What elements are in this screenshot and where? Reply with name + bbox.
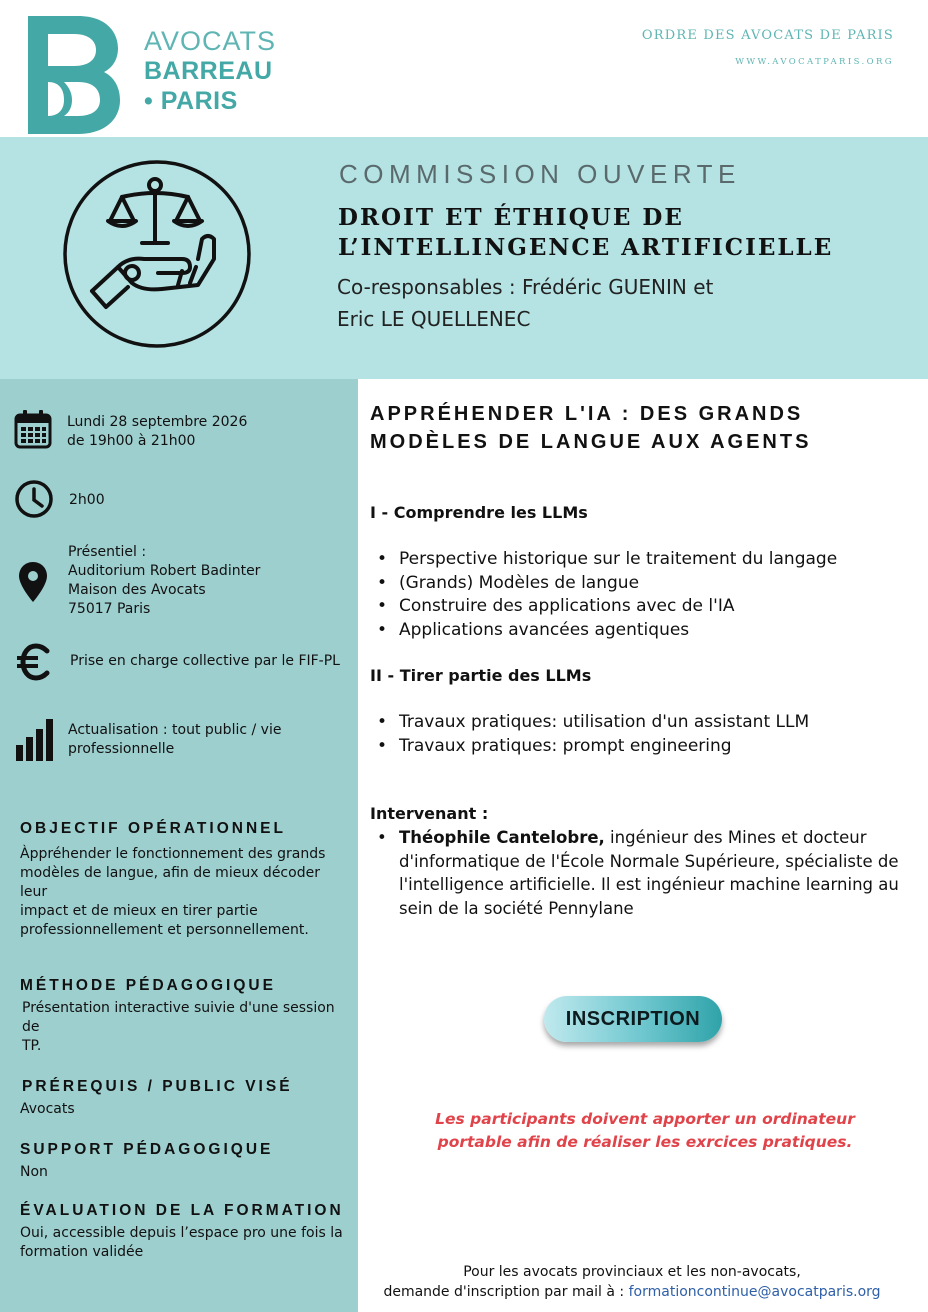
part2-list	[370, 711, 910, 758]
objectif-body	[20, 845, 350, 940]
evaluation-body	[20, 1224, 350, 1262]
logo-line-avocats: AVOCATS	[144, 26, 277, 56]
justice-scale-robot-hand-icon	[62, 159, 252, 349]
warning-line2: portable afin de réaliser les exrcices pratiques.	[437, 1133, 853, 1151]
location-text	[68, 543, 260, 619]
objectif-line2: modèles de langue, afin de mieux décoder leur	[20, 865, 320, 900]
support-body: Non	[20, 1164, 48, 1180]
time-line: de 19h00 à 21h00	[67, 433, 196, 449]
evaluation-line2: formation validée	[20, 1244, 144, 1260]
co-responsables	[337, 271, 817, 335]
prerequis-heading: PRÉREQUIS / PUBLIC VISÉ	[22, 1078, 293, 1095]
list-item: • Construire des applications avec de l'IA	[370, 595, 910, 619]
speaker-heading: Intervenant :	[370, 804, 489, 823]
footer-line2	[362, 1282, 902, 1302]
bar-level-icon	[16, 717, 54, 761]
commission-kicker: COMMISSION OUVERTE	[339, 159, 741, 189]
warning-line1: Les participants doivent apporter un ordinateur	[435, 1110, 855, 1128]
methode-heading: MÉTHODE PÉDAGOGIQUE	[20, 977, 276, 994]
location-line-venue: Auditorium Robert Badinter	[68, 563, 261, 579]
support-heading: SUPPORT PÉDAGOGIQUE	[20, 1141, 274, 1158]
date-line: Lundi 28 septembre 2026	[67, 414, 248, 430]
level-line2: professionnelle	[68, 741, 175, 757]
footer-note	[362, 1262, 902, 1302]
funding-text: Prise en charge collective par le FIF-PL	[70, 653, 340, 669]
org-block	[642, 28, 894, 67]
org-name: ORDRE DES AVOCATS DE PARIS	[641, 28, 894, 43]
list-item: • (Grands) Modèles de langue	[370, 572, 910, 596]
part2-heading: II - Tirer partie des LLMs	[370, 666, 592, 685]
co-responsables-line1: Co-responsables : Frédéric GUENIN et	[337, 275, 714, 299]
part1-heading: I - Comprendre les LLMs	[370, 503, 588, 522]
methode-body	[22, 999, 352, 1056]
logo-wordmark	[144, 26, 276, 116]
list-item: • Travaux pratiques: utilisation d'un assistant LLM	[370, 711, 910, 735]
list-item: • Travaux pratiques: prompt engineering	[370, 735, 910, 759]
org-url-link[interactable]: WWW.AVOCATPARIS.ORG	[735, 57, 894, 67]
clock-icon	[14, 479, 54, 519]
level-text	[68, 721, 281, 759]
page-title-line1: DROIT ET ÉTHIQUE DE	[338, 204, 684, 231]
methode-line2: TP.	[22, 1038, 42, 1054]
calendar-icon	[14, 409, 52, 449]
title-banner	[0, 137, 928, 379]
speaker-list	[370, 826, 905, 920]
evaluation-line1: Oui, accessible depuis l’espace pro une fois la	[20, 1225, 343, 1241]
speaker-item	[370, 826, 905, 920]
footer-line1: Pour les avocats provinciaux et les non-avocats,	[463, 1264, 801, 1280]
inscription-button[interactable]: INSCRIPTION	[544, 996, 722, 1042]
session-title	[370, 400, 890, 456]
objectif-line4: professionnellement et personnellement.	[20, 922, 309, 938]
list-item: • Applications avancées agentiques	[370, 619, 910, 643]
footer-line2-prefix: demande d'inscription par mail à :	[383, 1284, 629, 1300]
laptop-warning	[430, 1108, 860, 1154]
objectif-heading: OBJECTIF OPÉRATIONNEL	[20, 820, 286, 837]
speaker-bio: ingénieur des Mines et docteur d'informatique de l'École Normale Supérieure, spécialiste de l'intelligence artificielle. Il est ingénieur machine learning au sein de la société Pennylane	[399, 828, 899, 918]
evaluation-heading: ÉVALUATION DE LA FORMATION	[20, 1202, 344, 1219]
speaker-name: Théophile Cantelobre,	[399, 828, 605, 847]
logo-line-paris: • PARIS	[144, 87, 238, 115]
level-line1: Actualisation : tout public / vie	[68, 722, 282, 738]
prerequis-body: Avocats	[20, 1101, 75, 1117]
objectif-line3: impact et de mieux en tirer partie	[20, 903, 258, 919]
methode-line1: Présentation interactive suivie d'une session de	[22, 1000, 335, 1035]
duration-text: 2h00	[69, 492, 105, 508]
location-line-building: Maison des Avocats	[68, 582, 206, 598]
page-title-line2: L’INTELLINGENCE ARTIFICIELLE	[338, 234, 834, 261]
footer-email-link[interactable]: formationcontinue@avocatparis.org	[628, 1284, 881, 1300]
euro-icon	[16, 643, 52, 681]
part1-list	[370, 548, 910, 642]
location-line-mode: Présentiel :	[68, 544, 147, 560]
objectif-line1: Àppréhender le fonctionnement des grands	[20, 846, 326, 862]
list-item: • Perspective historique sur le traitement du langage	[370, 548, 910, 572]
location-pin-icon	[18, 561, 48, 603]
co-responsables-line2: Eric LE QUELLENEC	[337, 307, 531, 331]
session-title-line2: MODÈLES DE LANGUE AUX AGENTS	[370, 431, 812, 453]
info-sidebar	[0, 379, 358, 1312]
logo-line-barreau: BARREAU	[144, 57, 273, 85]
date-text	[67, 413, 247, 451]
page-title	[338, 203, 918, 263]
barreau-logo-icon	[28, 16, 120, 134]
header	[0, 0, 928, 137]
location-line-city: 75017 Paris	[68, 601, 151, 617]
session-title-line1: APPRÉHENDER L'IA : DES GRANDS	[370, 403, 804, 425]
